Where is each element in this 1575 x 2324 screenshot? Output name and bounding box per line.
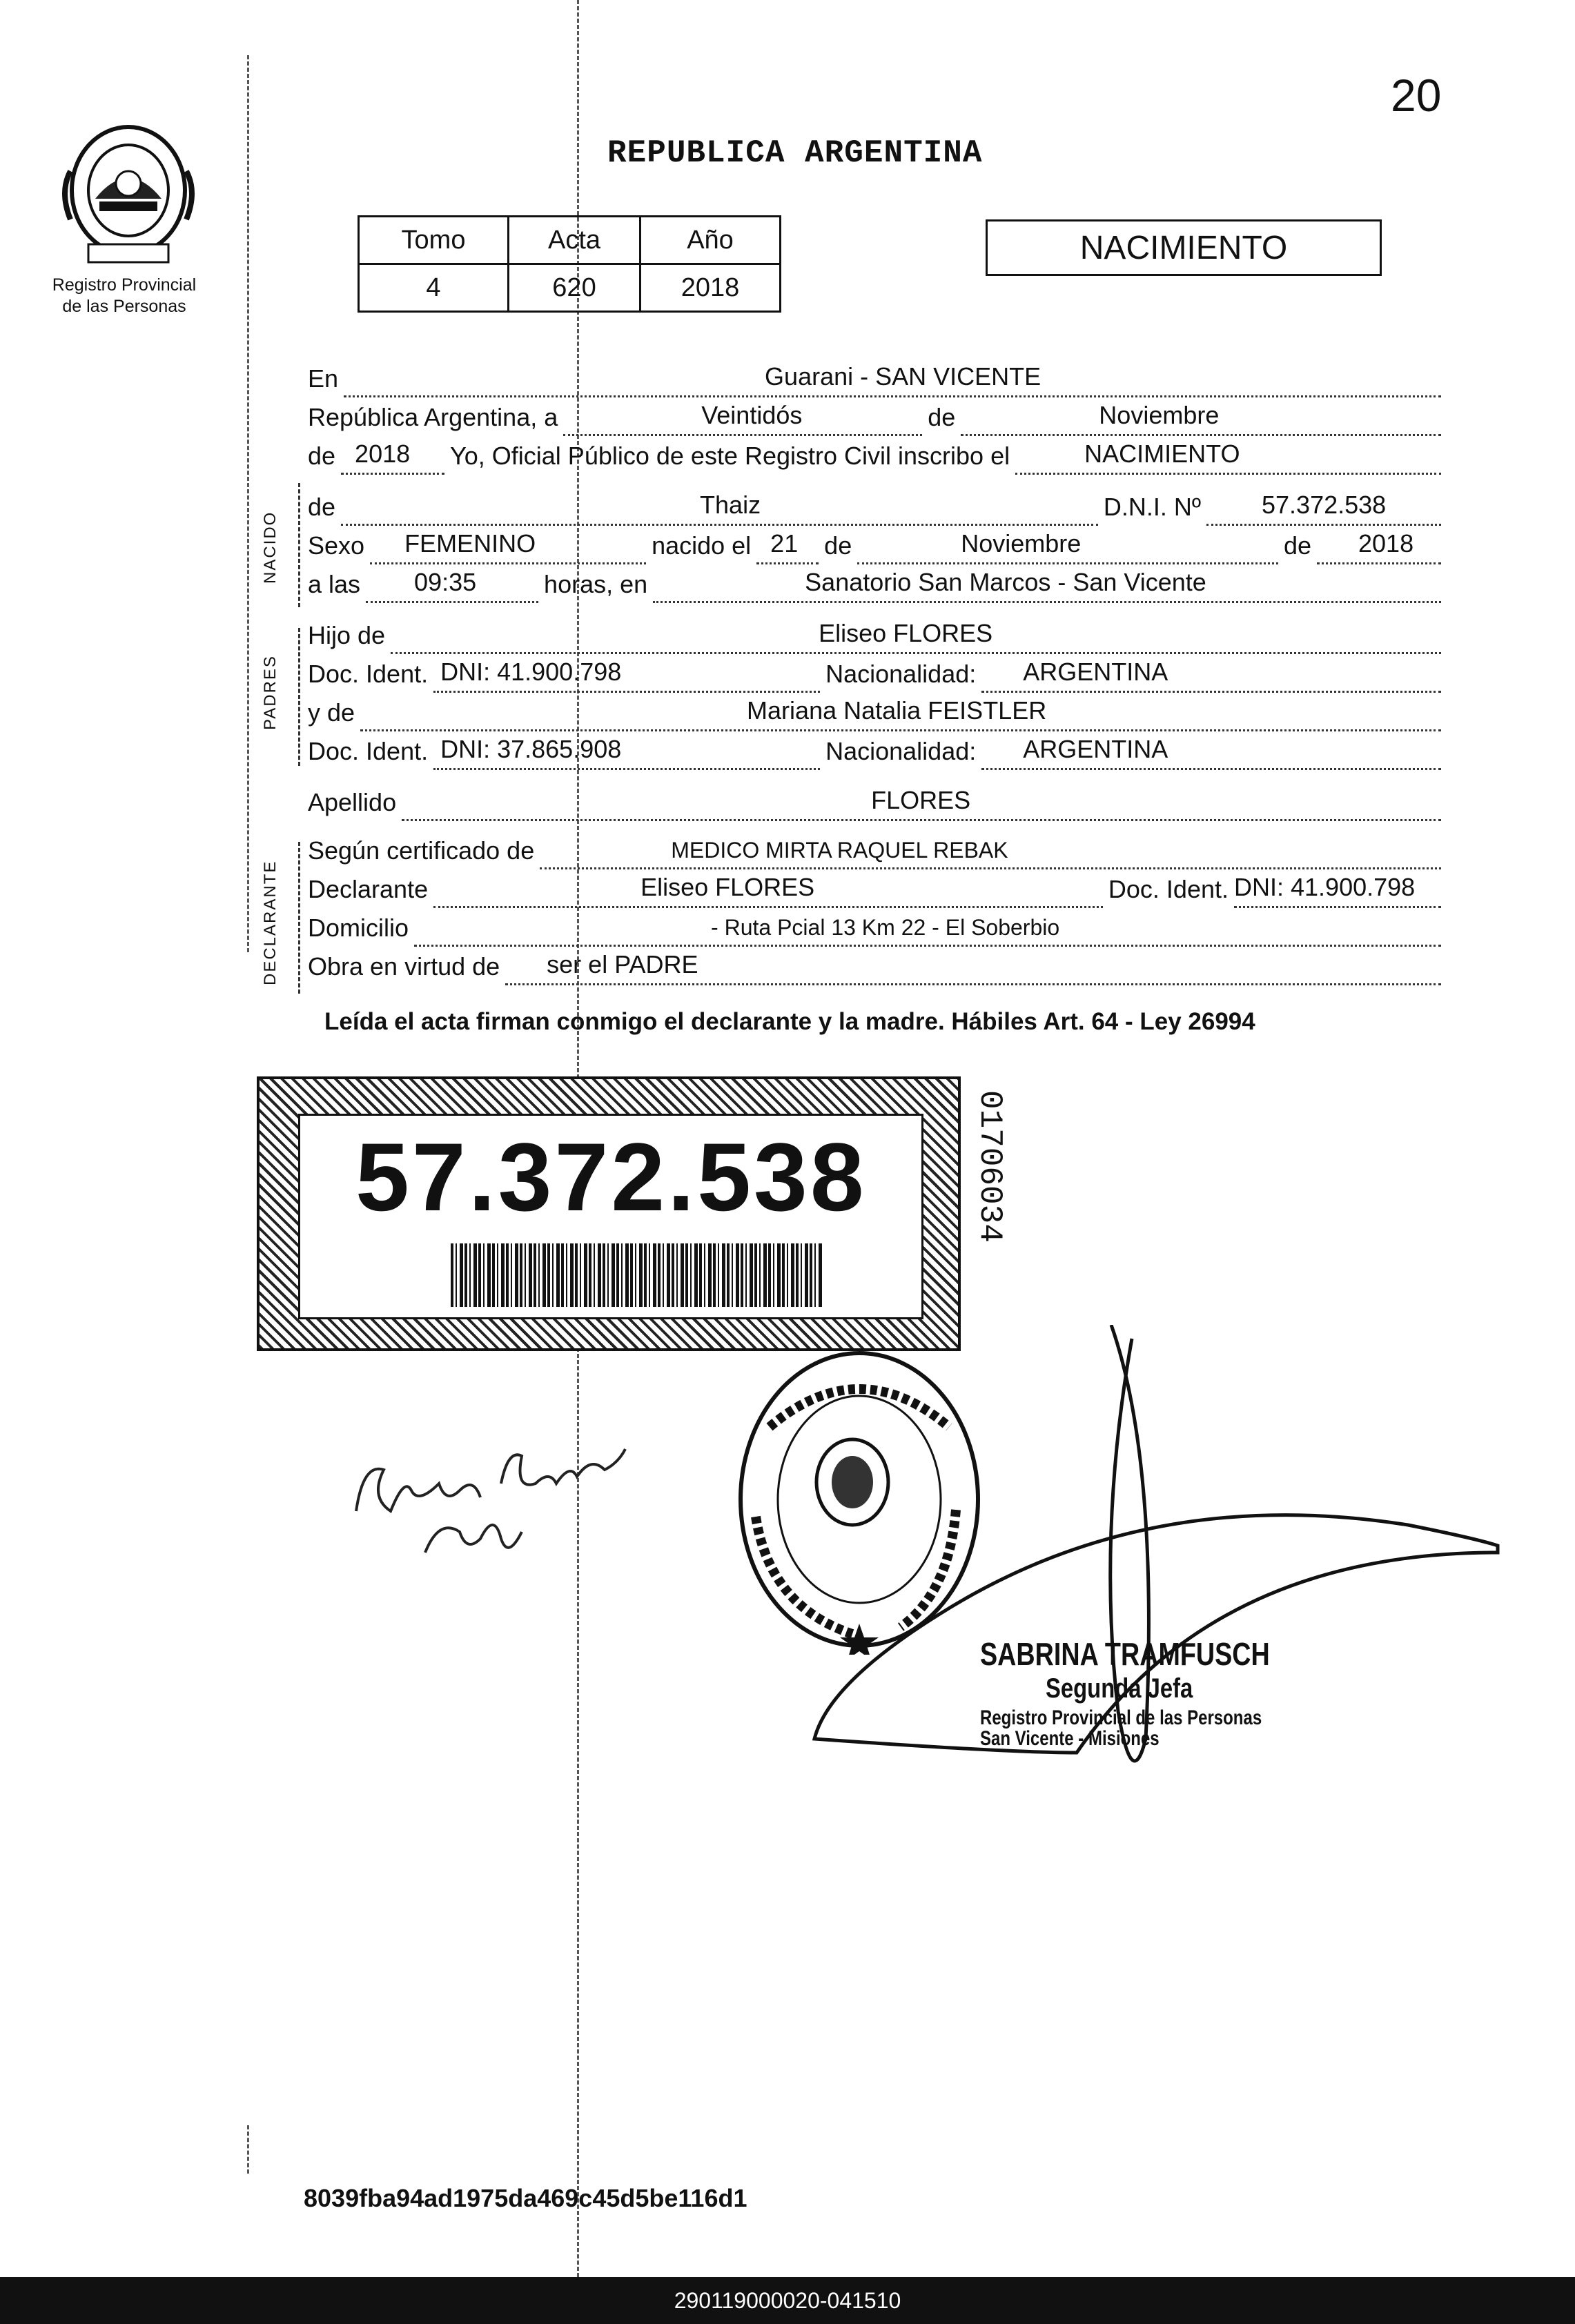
form-row-time (308, 564, 1447, 603)
document-hash: 8039fba94ad1975da469c45d5be116d1 (304, 2184, 747, 2212)
field-label: nacido el (652, 531, 752, 560)
table-header: Tomo (359, 217, 509, 264)
birth-day-field (756, 529, 819, 564)
field-label: Sexo (308, 531, 365, 560)
birth-year-value: 2018 (1358, 529, 1414, 558)
table-header: Acta (509, 217, 640, 264)
surname-field (402, 786, 1441, 821)
address-value: - Ruta Pcial 13 Km 22 - El Soberbio (711, 915, 1060, 940)
registry-caption-line: de las Personas (62, 297, 186, 316)
record-table (358, 215, 781, 313)
dni-sticker (257, 1076, 961, 1351)
field-label: Obra en virtud de (308, 952, 500, 981)
dni-value: 57.372.538 (1262, 491, 1387, 519)
field-label: de (308, 442, 336, 470)
side-label-padres: PADRES (261, 655, 280, 730)
birth-record-form (308, 359, 1447, 985)
time-field (366, 568, 538, 603)
sex-field (370, 529, 646, 564)
field-label: D.N.I. Nº (1103, 493, 1201, 521)
field-label: a las (308, 570, 361, 598)
field-label: Doc. Ident. (1108, 875, 1229, 903)
record-kind-value: NACIMIENTO (1084, 440, 1240, 468)
basis-value: ser el PADRE (547, 950, 698, 978)
form-row-mother (308, 693, 1447, 731)
field-label: de (824, 531, 852, 560)
registry-caption-line: Registro Provincial (52, 275, 197, 295)
form-row-declarant (308, 869, 1447, 908)
surname-value: FLORES (871, 786, 971, 814)
table-header: Año (640, 217, 781, 264)
form-row-basis (308, 947, 1447, 985)
official-organization (980, 1708, 1262, 1749)
field-label: Declarante (308, 875, 429, 903)
table-cell: 620 (509, 264, 640, 312)
margin-line (247, 55, 249, 952)
name-value: Thaiz (700, 491, 761, 519)
field-label: Hijo de (308, 621, 386, 649)
field-label: y de (308, 698, 355, 727)
dni-serial-number: 01706034 (972, 1090, 1008, 1243)
declarant-field (433, 873, 1103, 908)
form-row-sex (308, 526, 1447, 564)
margin-line (247, 2125, 249, 2174)
certificate-field (540, 840, 1441, 869)
field-label: Domicilio (308, 914, 409, 942)
field-label: horas, en (544, 570, 648, 598)
form-row-year (308, 436, 1447, 475)
field-label: Según certificado de (308, 836, 535, 865)
birth-place-value: Sanatorio San Marcos - San Vicente (805, 568, 1206, 596)
declarant-doc-field (1234, 873, 1441, 908)
birth-month-value: Noviembre (961, 529, 1082, 558)
form-row-mother-doc (308, 731, 1447, 770)
dni-sticker-panel (298, 1114, 923, 1319)
table-cell: 2018 (640, 264, 781, 312)
form-row-name (308, 487, 1447, 526)
official-name: SABRINA TRAMFUSCH (980, 1636, 1270, 1672)
section-bracket (298, 842, 300, 994)
closing-statement: Leída el acta firman conmigo el declarante y la madre. Hábiles Art. 64 - Ley 26994 (324, 1008, 1255, 1035)
place-value: Guarani - SAN VICENTE (765, 362, 1041, 391)
declarant-value: Eliseo FLORES (640, 873, 815, 901)
page-number: 20 (1391, 70, 1442, 121)
field-label: de (928, 403, 956, 431)
month-field (961, 401, 1441, 436)
section-bracket (298, 483, 300, 607)
field-label: República Argentina, a (308, 403, 558, 431)
mother-doc-value: DNI: 37.865.908 (440, 735, 622, 763)
birth-year-field (1317, 529, 1441, 564)
officer-text: Yo, Oficial Público de este Registro Civil inscribo el (450, 442, 1010, 470)
record-type-box: NACIMIENTO (986, 219, 1382, 276)
birth-day-value: 21 (770, 529, 799, 558)
table-cell: 4 (359, 264, 509, 312)
field-label: Apellido (308, 788, 397, 816)
field-label: Doc. Ident. (308, 660, 429, 688)
dni-sticker-number: 57.372.538 (355, 1123, 867, 1231)
field-label: Doc. Ident. (308, 737, 429, 765)
declarant-signature-icon (342, 1435, 646, 1573)
field-label: Nacionalidad: (825, 660, 977, 688)
country-title: REPUBLICA ARGENTINA (607, 135, 983, 171)
certificate-value: MEDICO MIRTA RAQUEL REBAK (671, 838, 1008, 863)
side-label-nacido: NACIDO (261, 511, 280, 584)
form-row-address (308, 908, 1447, 947)
father-nationality-value: ARGENTINA (1023, 658, 1168, 686)
name-field (341, 491, 1098, 526)
form-row-surname (308, 782, 1447, 821)
official-org-line: Registro Provincial de las Personas (980, 1706, 1262, 1729)
day-value: Veintidós (701, 401, 803, 429)
form-row-place (308, 359, 1447, 397)
form-row-date (308, 397, 1447, 436)
registry-caption (35, 275, 214, 317)
field-label: de (308, 493, 336, 521)
mother-doc-field (433, 735, 820, 770)
section-bracket (298, 628, 300, 766)
official-org-line: San Vicente - Misiones (980, 1727, 1160, 1750)
mother-nationality-value: ARGENTINA (1023, 735, 1168, 763)
form-row-father (308, 616, 1447, 654)
barcode-icon (451, 1243, 823, 1307)
form-row-father-doc (308, 654, 1447, 693)
father-field (391, 619, 1441, 654)
official-role: Segunda Jefa (1046, 1673, 1193, 1704)
mother-nationality-field (981, 735, 1441, 770)
footer-bar (0, 2277, 1575, 2324)
father-doc-value: DNI: 41.900.798 (440, 658, 622, 686)
field-label: En (308, 364, 339, 393)
mother-value: Mariana Natalia FEISTLER (747, 696, 1047, 725)
mother-field (360, 696, 1441, 731)
form-row-certificate (308, 831, 1447, 869)
side-label-declarante: DECLARANTE (261, 860, 280, 985)
year-value: 2018 (355, 440, 411, 468)
father-doc-field (433, 658, 820, 693)
place-field (344, 362, 1441, 397)
address-field (414, 917, 1441, 947)
sex-value: FEMENINO (404, 529, 536, 558)
month-value: Noviembre (1099, 401, 1220, 429)
declarant-doc-value: DNI: 41.900.798 (1234, 873, 1416, 901)
field-label: de (1283, 531, 1311, 560)
footer-code: 290119000020-041510 (674, 2287, 901, 2313)
birth-place-field (653, 568, 1441, 603)
basis-field (505, 950, 1441, 985)
provincial-seal-icon (55, 116, 202, 269)
father-nationality-field (981, 658, 1441, 693)
year-field (341, 440, 444, 475)
dni-field (1206, 491, 1441, 526)
field-label: Nacionalidad: (825, 737, 977, 765)
father-value: Eliseo FLORES (819, 619, 993, 647)
birth-month-field (857, 529, 1278, 564)
time-value: 09:35 (414, 568, 477, 596)
day-field (563, 401, 922, 436)
record-kind-field (1015, 440, 1441, 475)
